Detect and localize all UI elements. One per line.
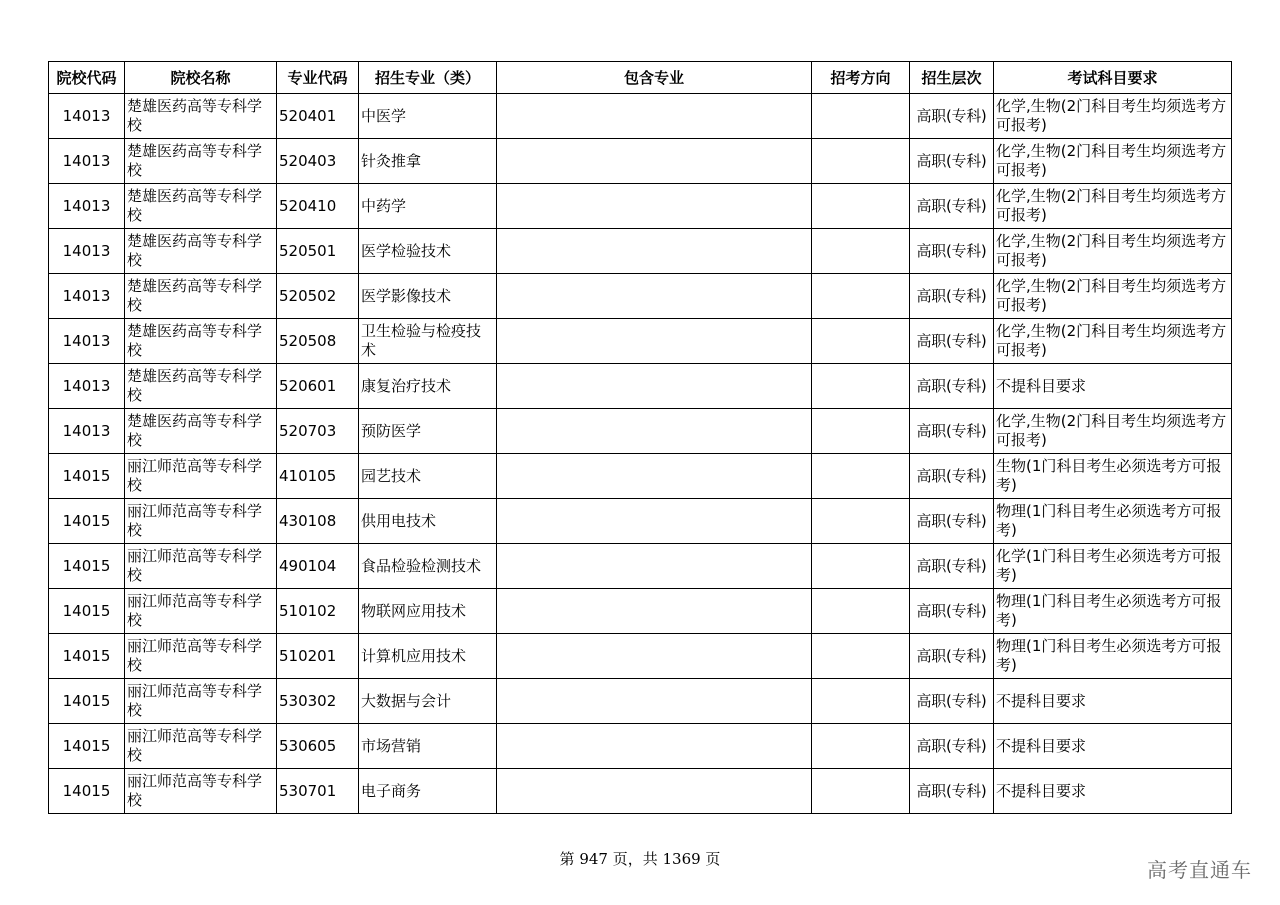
school-code-cell: 14013: [49, 409, 125, 454]
major-code-cell: 490104: [277, 544, 359, 589]
level-cell: 高职(专科): [910, 274, 994, 319]
school-name-cell: 楚雄医药高等专科学校: [125, 184, 277, 229]
level-cell: 高职(专科): [910, 229, 994, 274]
included-majors-cell: [497, 319, 812, 364]
major-cell: 针灸推拿: [359, 139, 497, 184]
school-name-cell: 楚雄医药高等专科学校: [125, 274, 277, 319]
included-majors-cell: [497, 139, 812, 184]
level-cell: 高职(专科): [910, 724, 994, 769]
table-row: [49, 319, 1232, 364]
level-cell: 高职(专科): [910, 184, 994, 229]
header-level: 招生层次: [910, 62, 994, 94]
school-code-cell: 14015: [49, 454, 125, 499]
level-cell: 高职(专科): [910, 544, 994, 589]
requirement-cell: 不提科目要求: [994, 679, 1232, 724]
table-row: [49, 274, 1232, 319]
school-code-cell: 14015: [49, 499, 125, 544]
major-code-cell: 530302: [277, 679, 359, 724]
included-majors-cell: [497, 544, 812, 589]
school-code-cell: 14015: [49, 634, 125, 679]
level-cell: 高职(专科): [910, 364, 994, 409]
included-majors-cell: [497, 499, 812, 544]
major-code-cell: 520403: [277, 139, 359, 184]
requirement-cell: 不提科目要求: [994, 364, 1232, 409]
major-code-cell: 430108: [277, 499, 359, 544]
table-row: [49, 364, 1232, 409]
school-name-cell: 丽江师范高等专科学校: [125, 544, 277, 589]
major-cell: 医学检验技术: [359, 229, 497, 274]
included-majors-cell: [497, 724, 812, 769]
school-code-cell: 14013: [49, 274, 125, 319]
direction-cell: [812, 139, 910, 184]
requirement-cell: 化学,生物(2门科目考生均须选考方可报考): [994, 319, 1232, 364]
direction-cell: [812, 94, 910, 139]
school-code-cell: 14013: [49, 319, 125, 364]
major-code-cell: 510201: [277, 634, 359, 679]
level-cell: 高职(专科): [910, 94, 994, 139]
requirement-cell: 化学,生物(2门科目考生均须选考方可报考): [994, 139, 1232, 184]
major-code-cell: 530605: [277, 724, 359, 769]
major-code-cell: 510102: [277, 589, 359, 634]
table-row: [49, 634, 1232, 679]
major-code-cell: 520601: [277, 364, 359, 409]
direction-cell: [812, 409, 910, 454]
school-name-cell: 丽江师范高等专科学校: [125, 679, 277, 724]
table-row: [49, 499, 1232, 544]
direction-cell: [812, 319, 910, 364]
major-cell: 电子商务: [359, 769, 497, 814]
major-cell: 预防医学: [359, 409, 497, 454]
table-row: [49, 139, 1232, 184]
school-name-cell: 楚雄医药高等专科学校: [125, 319, 277, 364]
direction-cell: [812, 634, 910, 679]
major-code-cell: 520508: [277, 319, 359, 364]
school-code-cell: 14015: [49, 679, 125, 724]
direction-cell: [812, 769, 910, 814]
major-code-cell: 520502: [277, 274, 359, 319]
major-cell: 园艺技术: [359, 454, 497, 499]
major-code-cell: 520410: [277, 184, 359, 229]
school-code-cell: 14013: [49, 184, 125, 229]
school-name-cell: 丽江师范高等专科学校: [125, 634, 277, 679]
included-majors-cell: [497, 634, 812, 679]
header-major-code: 专业代码: [277, 62, 359, 94]
header-included-majors: 包含专业: [497, 62, 812, 94]
level-cell: 高职(专科): [910, 679, 994, 724]
header-school-code: 院校代码: [49, 62, 125, 94]
major-cell: 卫生检验与检疫技术: [359, 319, 497, 364]
level-cell: 高职(专科): [910, 589, 994, 634]
requirement-cell: 化学,生物(2门科目考生均须选考方可报考): [994, 184, 1232, 229]
major-cell: 供用电技术: [359, 499, 497, 544]
header-direction: 招考方向: [812, 62, 910, 94]
major-cell: 大数据与会计: [359, 679, 497, 724]
school-code-cell: 14015: [49, 724, 125, 769]
major-cell: 物联网应用技术: [359, 589, 497, 634]
major-cell: 计算机应用技术: [359, 634, 497, 679]
level-cell: 高职(专科): [910, 409, 994, 454]
requirement-cell: 物理(1门科目考生必须选考方可报考): [994, 589, 1232, 634]
requirement-cell: 化学(1门科目考生必须选考方可报考): [994, 544, 1232, 589]
included-majors-cell: [497, 94, 812, 139]
requirement-cell: 化学,生物(2门科目考生均须选考方可报考): [994, 274, 1232, 319]
table-row: [49, 454, 1232, 499]
school-code-cell: 14015: [49, 769, 125, 814]
table-row: [49, 544, 1232, 589]
included-majors-cell: [497, 229, 812, 274]
major-cell: 中医学: [359, 94, 497, 139]
direction-cell: [812, 499, 910, 544]
included-majors-cell: [497, 679, 812, 724]
direction-cell: [812, 589, 910, 634]
requirement-cell: 生物(1门科目考生必须选考方可报考): [994, 454, 1232, 499]
requirement-cell: 物理(1门科目考生必须选考方可报考): [994, 634, 1232, 679]
major-cell: 中药学: [359, 184, 497, 229]
major-cell: 医学影像技术: [359, 274, 497, 319]
direction-cell: [812, 724, 910, 769]
school-name-cell: 丽江师范高等专科学校: [125, 724, 277, 769]
watermark: 高考直通车: [1147, 858, 1252, 882]
direction-cell: [812, 544, 910, 589]
table-row: [49, 409, 1232, 454]
school-code-cell: 14015: [49, 589, 125, 634]
included-majors-cell: [497, 409, 812, 454]
school-name-cell: 丽江师范高等专科学校: [125, 499, 277, 544]
school-code-cell: 14013: [49, 94, 125, 139]
table-row: [49, 724, 1232, 769]
school-name-cell: 楚雄医药高等专科学校: [125, 229, 277, 274]
direction-cell: [812, 364, 910, 409]
header-requirement: 考试科目要求: [994, 62, 1232, 94]
requirement-cell: 化学,生物(2门科目考生均须选考方可报考): [994, 409, 1232, 454]
school-code-cell: 14013: [49, 364, 125, 409]
requirement-cell: 化学,生物(2门科目考生均须选考方可报考): [994, 94, 1232, 139]
school-code-cell: 14013: [49, 229, 125, 274]
major-code-cell: 520401: [277, 94, 359, 139]
level-cell: 高职(专科): [910, 139, 994, 184]
requirement-cell: 物理(1门科目考生必须选考方可报考): [994, 499, 1232, 544]
table-row: [49, 229, 1232, 274]
page-footer: 第 947 页，共 1369 页: [559, 850, 721, 868]
major-cell: 市场营销: [359, 724, 497, 769]
included-majors-cell: [497, 589, 812, 634]
included-majors-cell: [497, 769, 812, 814]
header-school-name: 院校名称: [125, 62, 277, 94]
level-cell: 高职(专科): [910, 319, 994, 364]
major-code-cell: 520501: [277, 229, 359, 274]
level-cell: 高职(专科): [910, 634, 994, 679]
requirement-cell: 化学,生物(2门科目考生均须选考方可报考): [994, 229, 1232, 274]
table-row: [49, 679, 1232, 724]
table-row: [49, 94, 1232, 139]
requirement-cell: 不提科目要求: [994, 769, 1232, 814]
direction-cell: [812, 454, 910, 499]
school-code-cell: 14013: [49, 139, 125, 184]
major-cell: 食品检验检测技术: [359, 544, 497, 589]
table-row: [49, 769, 1232, 814]
direction-cell: [812, 274, 910, 319]
direction-cell: [812, 229, 910, 274]
table-row: [49, 184, 1232, 229]
major-code-cell: 520703: [277, 409, 359, 454]
direction-cell: [812, 679, 910, 724]
requirement-cell: 不提科目要求: [994, 724, 1232, 769]
school-name-cell: 丽江师范高等专科学校: [125, 769, 277, 814]
level-cell: 高职(专科): [910, 499, 994, 544]
direction-cell: [812, 184, 910, 229]
table-row: [49, 589, 1232, 634]
level-cell: 高职(专科): [910, 769, 994, 814]
included-majors-cell: [497, 454, 812, 499]
admission-table: [48, 61, 1232, 814]
header-major: 招生专业（类）: [359, 62, 497, 94]
major-code-cell: 410105: [277, 454, 359, 499]
school-name-cell: 楚雄医药高等专科学校: [125, 364, 277, 409]
included-majors-cell: [497, 364, 812, 409]
major-cell: 康复治疗技术: [359, 364, 497, 409]
school-name-cell: 丽江师范高等专科学校: [125, 589, 277, 634]
level-cell: 高职(专科): [910, 454, 994, 499]
school-name-cell: 丽江师范高等专科学校: [125, 454, 277, 499]
header-row: [49, 62, 1232, 94]
school-name-cell: 楚雄医药高等专科学校: [125, 409, 277, 454]
major-code-cell: 530701: [277, 769, 359, 814]
school-name-cell: 楚雄医药高等专科学校: [125, 139, 277, 184]
included-majors-cell: [497, 184, 812, 229]
school-code-cell: 14015: [49, 544, 125, 589]
school-name-cell: 楚雄医药高等专科学校: [125, 94, 277, 139]
included-majors-cell: [497, 274, 812, 319]
